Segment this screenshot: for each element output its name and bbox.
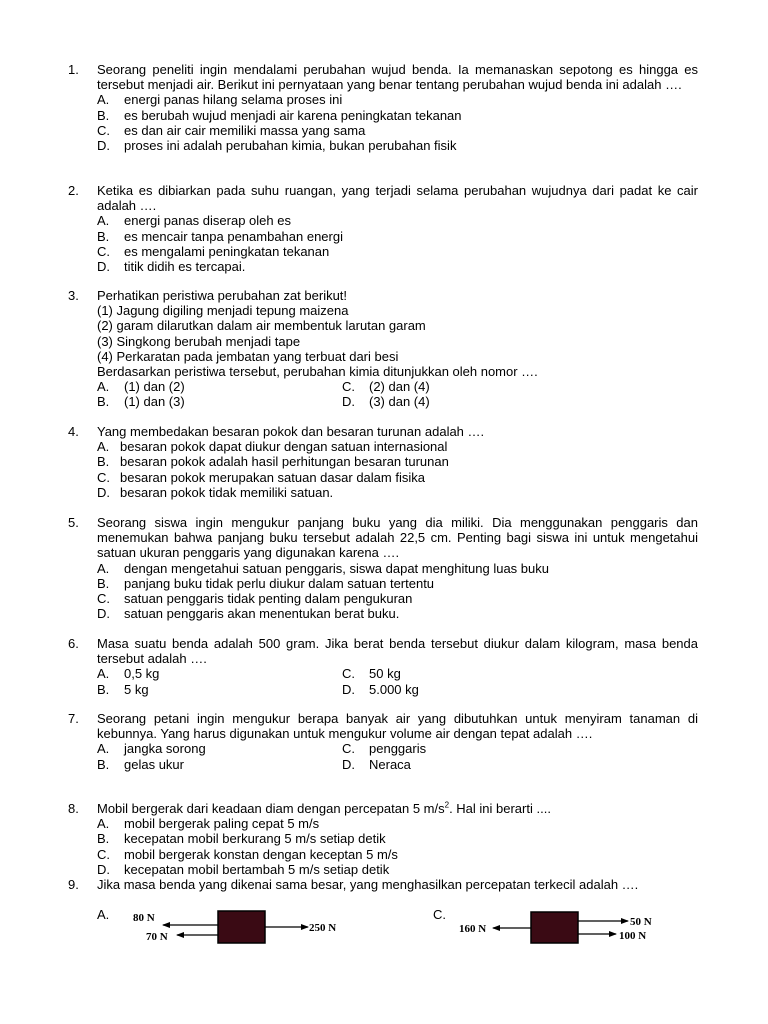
- question-stem: Mobil bergerak dari keadaan diam dengan percepatan 5 $m/s^2$. Hal ini berarti ....: [97, 800, 551, 816]
- force-diagram-c: [433, 907, 693, 947]
- option-letter: C.: [433, 907, 446, 922]
- question-stem: Jika masa benda yang dikenai sama besar, yang menghasilkan percepatan terkecil adalah ….: [97, 877, 639, 892]
- force-label-right: 250 N: [309, 922, 337, 934]
- statement-item: (2) garam dilarutkan dalam air membentuk larutan garam: [97, 318, 426, 334]
- question-number: 1.: [68, 62, 79, 77]
- question-stem: Masa suatu benda adalah 500 gram. Jika berat benda tersebut diukur dalam kilogram, masa benda tersebut adalah ….: [97, 636, 698, 667]
- question-number: 9.: [68, 877, 79, 892]
- question-8: [68, 801, 698, 877]
- option-c[interactable]: C. 50 kg: [342, 666, 401, 682]
- force-label-right-bottom: 100 N: [619, 930, 647, 942]
- question-stem-continued: Berdasarkan peristiwa tersebut, perubahan kimia ditunjukkan oleh nomor ….: [97, 364, 538, 380]
- option-b[interactable]: B. gelas ukur: [97, 756, 184, 772]
- option-b[interactable]: B. 5 kg: [97, 681, 149, 697]
- question-stem: Yang membedakan besaran pokok dan besaran turunan adalah ….: [97, 424, 485, 439]
- option-letter: A.: [97, 907, 110, 922]
- force-label-left-top: 80 N: [133, 912, 155, 924]
- force-label-left: 160 N: [459, 923, 487, 935]
- question-number: 5.: [68, 515, 79, 530]
- statement-item: (3) Singkong berubah menjadi tape: [97, 333, 301, 349]
- question-9: [68, 877, 698, 892]
- statement-item: (4) Perkaratan pada jembatan yang terbuat dari besi: [97, 348, 399, 364]
- option-a[interactable]: A. besaran pokok dapat diukur dengan satuan internasional: [97, 439, 448, 455]
- option-a[interactable]: A. energi panas diserap oleh es: [97, 213, 291, 229]
- question-stem: Seorang petani ingin mengukur berapa banyak air yang dibutuhkan untuk menyiram tanaman di kebunnya. Yang harus digunakan untuk mengukur volume air dengan tepat adalah ….: [97, 711, 698, 742]
- question-5: [68, 515, 698, 621]
- option-b[interactable]: B. besaran pokok adalah hasil perhitungan besaran turunan: [97, 454, 449, 470]
- option-c-diagram[interactable]: [433, 907, 693, 947]
- option-a[interactable]: A. energi panas hilang selama proses ini: [97, 92, 343, 108]
- option-a[interactable]: A. jangka sorong: [97, 741, 206, 757]
- option-b[interactable]: B. es berubah wujud menjadi air karena peningkatan tekanan: [97, 107, 462, 123]
- option-c[interactable]: C. (2) dan (4): [342, 379, 430, 395]
- question-stem: Seorang peneliti ingin mendalami perubahan wujud benda. Ia memanaskan sepotong es hingga es tersebut menjadi air. Berikut ini pernyataan yang benar tentang perubahan wujud benda ini adalah ….: [97, 62, 698, 93]
- option-b[interactable]: B. kecepatan mobil berkurang 5 m/s setiap detik: [97, 831, 386, 847]
- option-b[interactable]: B. panjang buku tidak perlu diukur dalam satuan tertentu: [97, 575, 435, 591]
- option-a[interactable]: A. (1) dan (2): [97, 379, 185, 395]
- option-c[interactable]: C. mobil bergerak konstan dengan keceptan 5 m/s: [97, 846, 398, 862]
- force-label-right-top: 50 N: [630, 916, 652, 928]
- option-a-diagram[interactable]: [97, 907, 357, 947]
- option-c[interactable]: C. satuan penggaris tidak penting dalam pengukuran: [97, 591, 413, 607]
- option-c[interactable]: C. es mengalami peningkatan tekanan: [97, 243, 330, 259]
- question-1: [68, 62, 698, 153]
- option-d[interactable]: D. Neraca: [342, 756, 411, 772]
- question-number: 7.: [68, 711, 79, 726]
- question-3: [68, 288, 698, 410]
- question-number: 3.: [68, 288, 79, 303]
- force-diagram-a: [97, 907, 357, 947]
- option-a[interactable]: A. mobil bergerak paling cepat 5 m/s: [97, 816, 320, 832]
- force-label-left-bottom: 70 N: [146, 931, 168, 943]
- option-d[interactable]: D. satuan penggaris akan menentukan berat buku.: [97, 606, 400, 622]
- question-stem: Seorang siswa ingin mengukur panjang buku yang dia miliki. Dia menggunakan penggaris dan menemukan bahwa panjang buku tersebut adalah 22,5 cm. Penting bagi siswa ini untuk mengetahui satuan ukuran penggaris yang digunakan karena ….: [97, 515, 698, 561]
- option-b[interactable]: B. es mencair tanpa penambahan energi: [97, 228, 343, 244]
- object-block: [218, 911, 265, 943]
- option-c[interactable]: C. besaran pokok merupakan satuan dasar dalam fisika: [97, 469, 425, 485]
- question-number: 8.: [68, 801, 79, 816]
- option-d[interactable]: D. besaran pokok tidak memiliki satuan.: [97, 484, 334, 500]
- question-stem: Ketika es dibiarkan pada suhu ruangan, yang terjadi selama perubahan wujudnya dari padat ke cair adalah ….: [97, 183, 698, 214]
- option-c[interactable]: C. es dan air cair memiliki massa yang sama: [97, 122, 366, 138]
- question-number: 4.: [68, 424, 79, 439]
- question-number: 6.: [68, 636, 79, 651]
- question-7: [68, 711, 698, 772]
- option-d[interactable]: D. proses ini adalah perubahan kimia, bukan perubahan fisik: [97, 138, 457, 154]
- question-stem: Perhatikan peristiwa perubahan zat berikut!: [97, 288, 348, 303]
- option-a[interactable]: A. dengan mengetahui satuan penggaris, siswa dapat menghitung luas buku: [97, 560, 549, 576]
- question-number: 2.: [68, 183, 79, 198]
- option-c[interactable]: C. penggaris: [342, 741, 427, 757]
- option-d[interactable]: D. titik didih es tercapai.: [97, 259, 246, 275]
- question-6: [68, 636, 698, 697]
- option-d[interactable]: D. kecepatan mobil bertambah 5 m/s setiap detik: [97, 861, 390, 877]
- question-4: [68, 424, 698, 500]
- object-block: [531, 912, 578, 943]
- option-b[interactable]: B. (1) dan (3): [97, 394, 185, 410]
- statement-item: (1) Jagung digiling menjadi tepung maizena: [97, 303, 349, 319]
- option-d[interactable]: D. (3) dan (4): [342, 394, 430, 410]
- option-d[interactable]: D. 5.000 kg: [342, 681, 419, 697]
- question-2: [68, 183, 698, 274]
- option-a[interactable]: A. 0,5 kg: [97, 666, 160, 682]
